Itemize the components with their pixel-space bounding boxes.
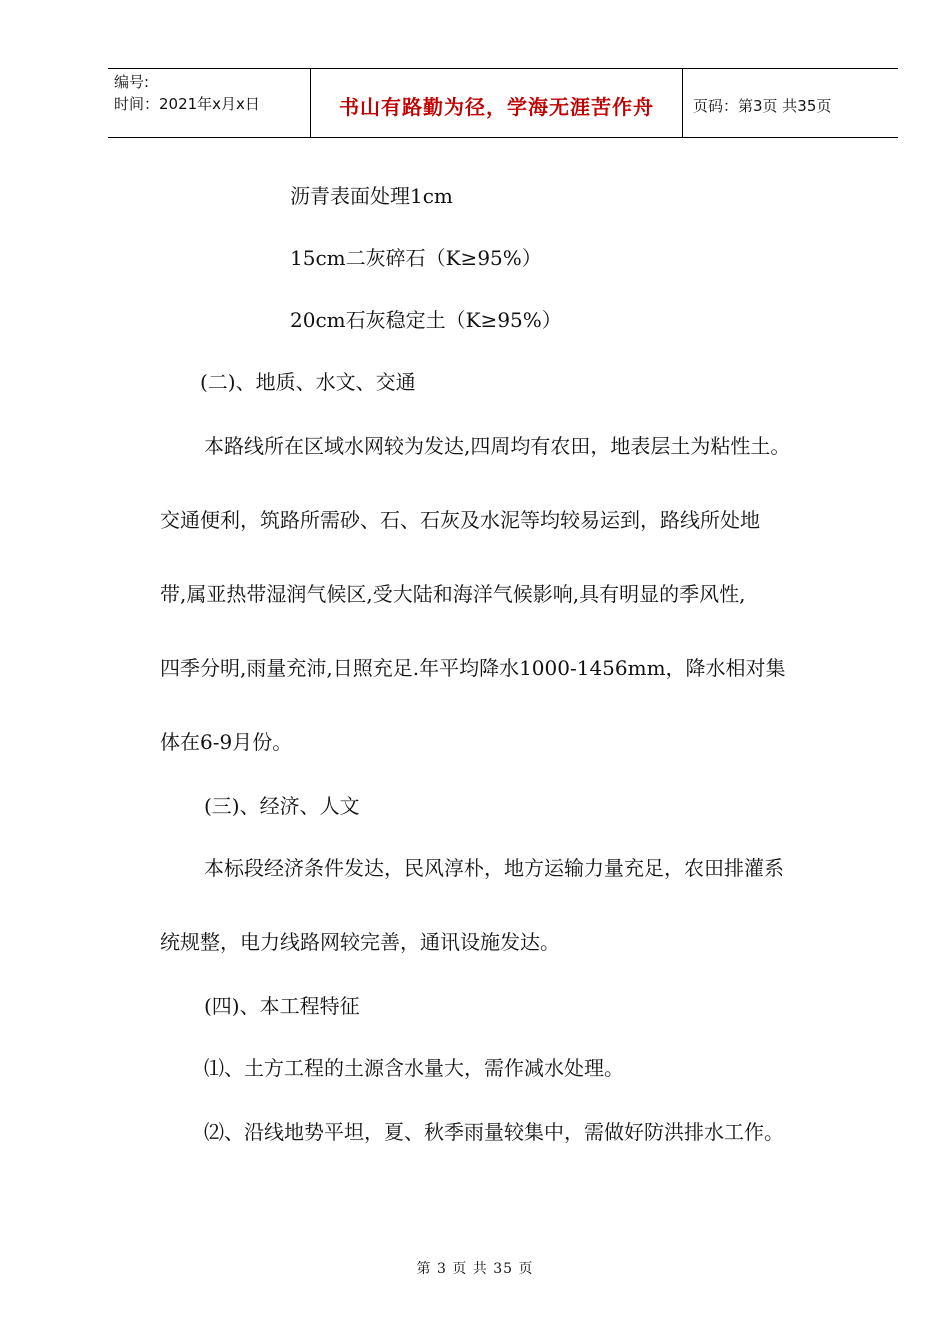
- paragraph-line: 本路线所在区域水网较为发达,四周均有农田，地表层土为粘性土。: [204, 434, 791, 458]
- list-item: ⑵、沿线地势平坦，夏、秋季雨量较集中，需做好防洪排水工作。: [204, 1120, 784, 1144]
- paragraph-line: 交通便利，筑路所需砂、石、石灰及水泥等均较易运到，路线所处地: [160, 508, 760, 532]
- paragraph-line: 体在6-9月份。: [160, 730, 293, 754]
- paragraph-line: 四季分明,雨量充沛,日照充足.年平均降水1000-1456mm，降水相对集: [160, 656, 786, 680]
- header-page-info: 页码：第3页 共35页: [693, 96, 832, 115]
- paragraph-line: 统规整，电力线路网较完善，通讯设施发达。: [160, 930, 560, 954]
- paragraph-line: 本标段经济条件发达，民风淳朴，地方运输力量充足，农田排灌系: [204, 856, 784, 880]
- header-meta: [108, 69, 310, 137]
- body-line-lime-fly-ash-gravel: 15cm二灰碎石（K≥95%）: [290, 246, 542, 270]
- paragraph-line: 带,属亚热带湿润气候区,受大陆和海洋气候影响,具有明显的季风性,: [160, 582, 746, 606]
- section-heading-geology: (二)、地质、水文、交通: [200, 370, 416, 394]
- time-label: 时间：2021年x月x日: [114, 95, 260, 113]
- page-header: [108, 68, 898, 138]
- page-footer: 第 3 页 共 35 页: [416, 1261, 534, 1277]
- body-line-lime-stabilized-soil: 20cm石灰稳定土（K≥95%）: [290, 308, 562, 332]
- header-motto: 书山有路勤为径，学海无涯苦作舟: [310, 69, 683, 137]
- body-line-surface-treatment: 沥青表面处理1cm: [290, 184, 453, 208]
- list-item: ⑴、土方工程的土源含水量大，需作减水处理。: [204, 1056, 624, 1080]
- section-heading-economy: (三)、经济、人文: [204, 794, 360, 818]
- section-heading-features: (四)、本工程特征: [204, 994, 360, 1018]
- number-label: 编号:: [114, 73, 150, 91]
